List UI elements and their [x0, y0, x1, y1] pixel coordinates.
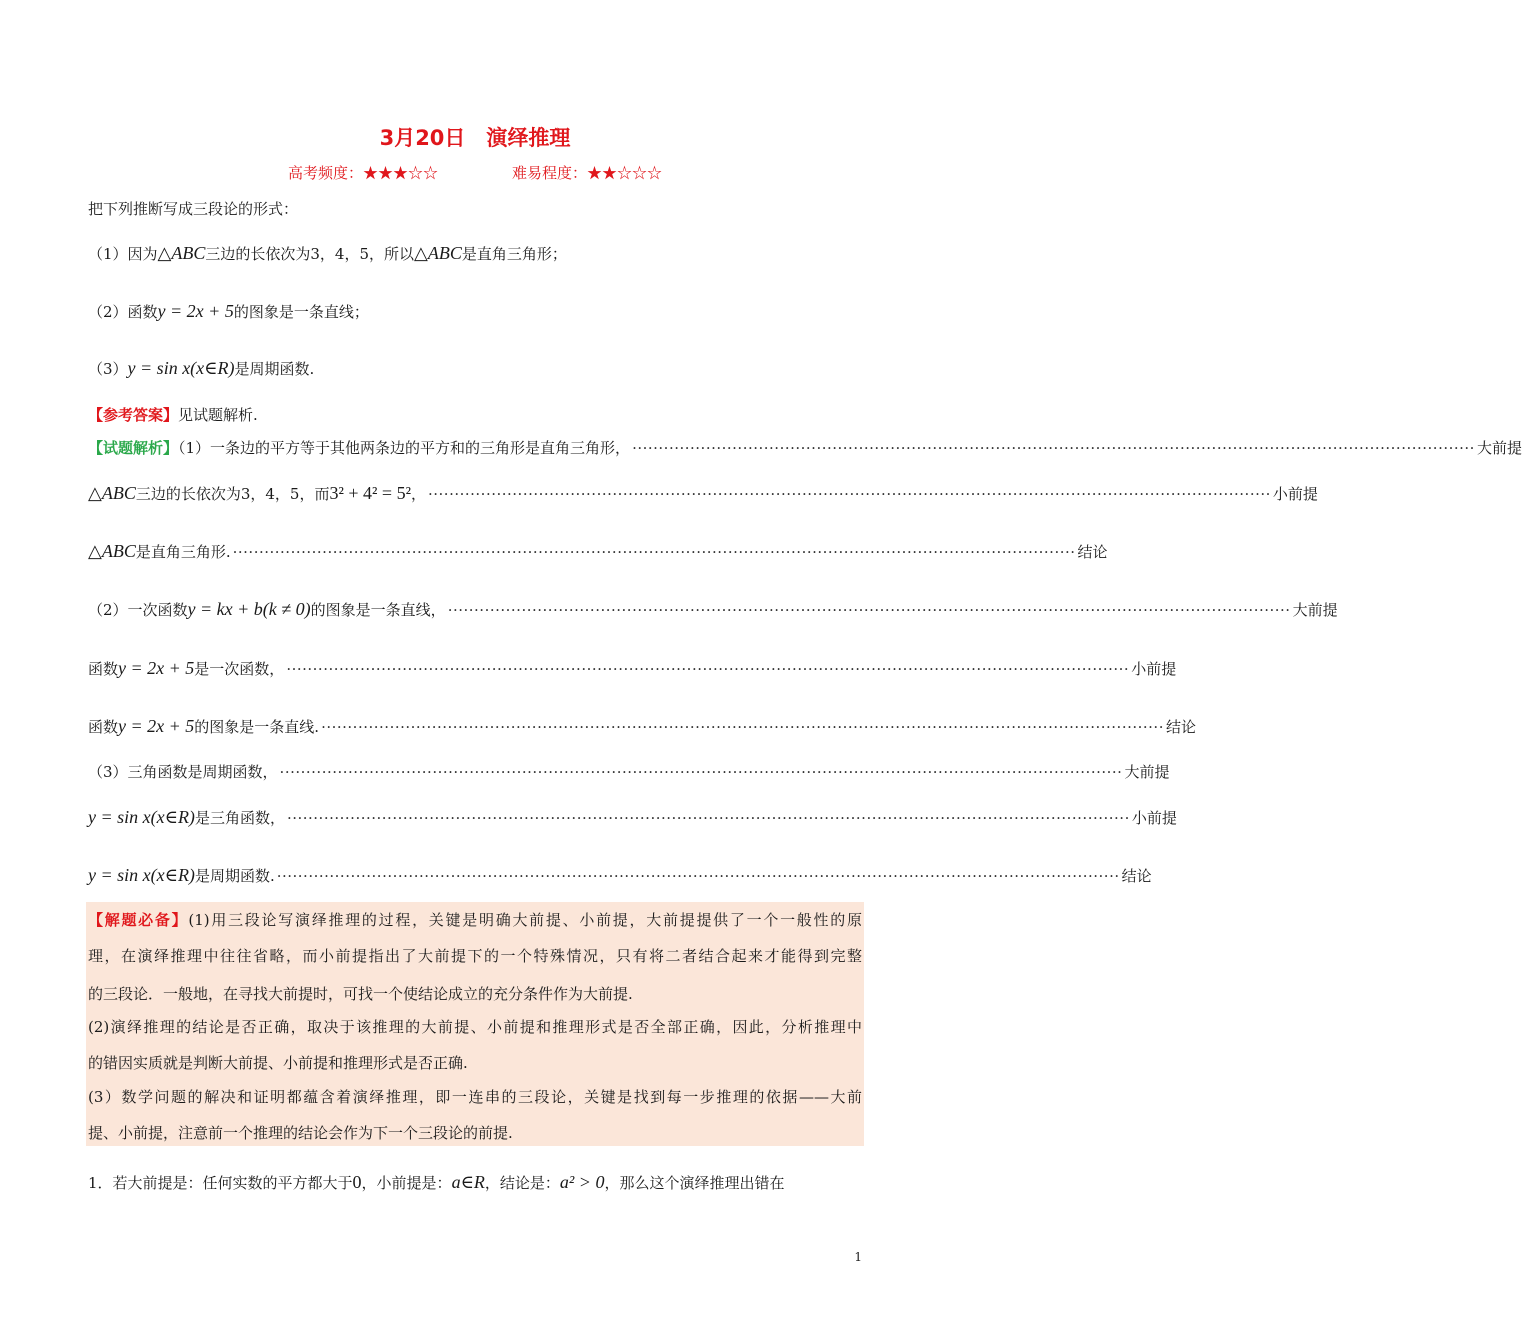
- page-number: 1: [854, 1250, 862, 1264]
- essentials-line-1: 【解题必备】(1)用三段论写演绎推理的过程，关键是明确大前提、小前提，大前提提供了一个一般性的原: [88, 911, 862, 929]
- analysis-row-7: （3）三角函数是周期函数， ································································································································································ 大前提: [88, 763, 1170, 781]
- essentials-line-7: 提、小前提，注意前一个推理的结论会作为下一个三段论的前提.: [88, 1124, 513, 1142]
- analysis-row-9: y = sin x(x∈R)是周期函数. ································································································································································ 结论: [88, 865, 1152, 885]
- analysis-row-5: 函数y = 2x + 5是一次函数， ································································································································································ 小前提: [88, 658, 1177, 678]
- rating-line: [0, 162, 950, 183]
- essentials-line-5: 的错因实质就是判断大前提、小前提和推理形式是否正确.: [88, 1054, 468, 1072]
- analysis-row-2: △ABC三边的长依次为3，4，5，而3² + 4² = 5²， ································································································································································ 小前提: [88, 483, 1318, 503]
- frequency-label: 高考频度：: [287, 164, 363, 182]
- page-title: 3月20日 演绎推理: [379, 126, 571, 150]
- analysis-row-1: 【试题解析】（1）一条边的平方等于其他两条边的平方和的三角形是直角三角形， ································································································································································ 大前提: [88, 439, 1522, 457]
- frequency-stars: ★★★☆☆: [362, 164, 438, 182]
- essentials-line-2: 理，在演绎推理中往往省略，而小前提指出了大前提下的一个特殊情况，只有将二者结合起来才能得到完整: [88, 947, 862, 965]
- difficulty-label: 难易程度：: [512, 164, 588, 182]
- leader-dots: ································································································································································: [276, 867, 1120, 885]
- leader-dots: ································································································································································: [428, 485, 1271, 503]
- leader-dots: ································································································································································: [279, 763, 1123, 781]
- essentials-box: [86, 902, 864, 1146]
- essentials-tag: 【解题必备】: [88, 911, 189, 929]
- intro-text: 把下列推断写成三段论的形式：: [88, 200, 299, 218]
- leader-dots: ································································································································································: [286, 660, 1130, 678]
- difficulty-stars: ★★☆☆☆: [587, 164, 663, 182]
- analysis-row-4: （2）一次函数y = kx + b(k ≠ 0)的图象是一条直线， ································································································································································ 大前提: [88, 599, 1338, 619]
- leader-dots: ································································································································································: [232, 543, 1076, 561]
- problem-1: （1）因为△ABC三边的长依次为3，4，5，所以△ABC是直角三角形；: [88, 243, 567, 263]
- problem-2: （2）函数y = 2x + 5的图象是一条直线；: [88, 301, 369, 321]
- exercise-1: 1．若大前提是：任何实数的平方都大于0，小前提是：a∈R，结论是：a² > 0，那么这个演绎推理出错在: [88, 1172, 785, 1192]
- analysis-row-6: 函数y = 2x + 5的图象是一条直线. ································································································································································ 结论: [88, 716, 1196, 736]
- essentials-line-6: (3）数学问题的解决和证明都蕴含着演绎推理，即一连串的三段论，关键是找到每一步推理的依据——大前: [88, 1088, 862, 1106]
- analysis-row-3: △ABC是直角三角形. ································································································································································ 结论: [88, 541, 1108, 561]
- answer-tag: 【参考答案】: [88, 406, 179, 424]
- analysis-tag: 【试题解析】: [88, 439, 179, 457]
- analysis-row-8: y = sin x(x∈R)是三角函数， ································································································································································ 小前提: [88, 807, 1177, 827]
- problem-3: （3）y = sin x(x∈R)是周期函数.: [88, 358, 315, 378]
- essentials-line-3: 的三段论．一般地，在寻找大前提时，可找一个使结论成立的充分条件作为大前提.: [88, 985, 633, 1003]
- leader-dots: ································································································································································: [321, 718, 1164, 736]
- leader-dots: ································································································································································: [447, 601, 1291, 619]
- essentials-line-4: (2)演绎推理的结论是否正确，取决于该推理的大前提、小前提和推理形式是否全部正确，因此，分析推理中: [88, 1018, 862, 1036]
- leader-dots: ································································································································································: [632, 439, 1475, 457]
- reference-answer: 【参考答案】见试题解析.: [88, 406, 258, 424]
- leader-dots: ································································································································································: [286, 809, 1130, 827]
